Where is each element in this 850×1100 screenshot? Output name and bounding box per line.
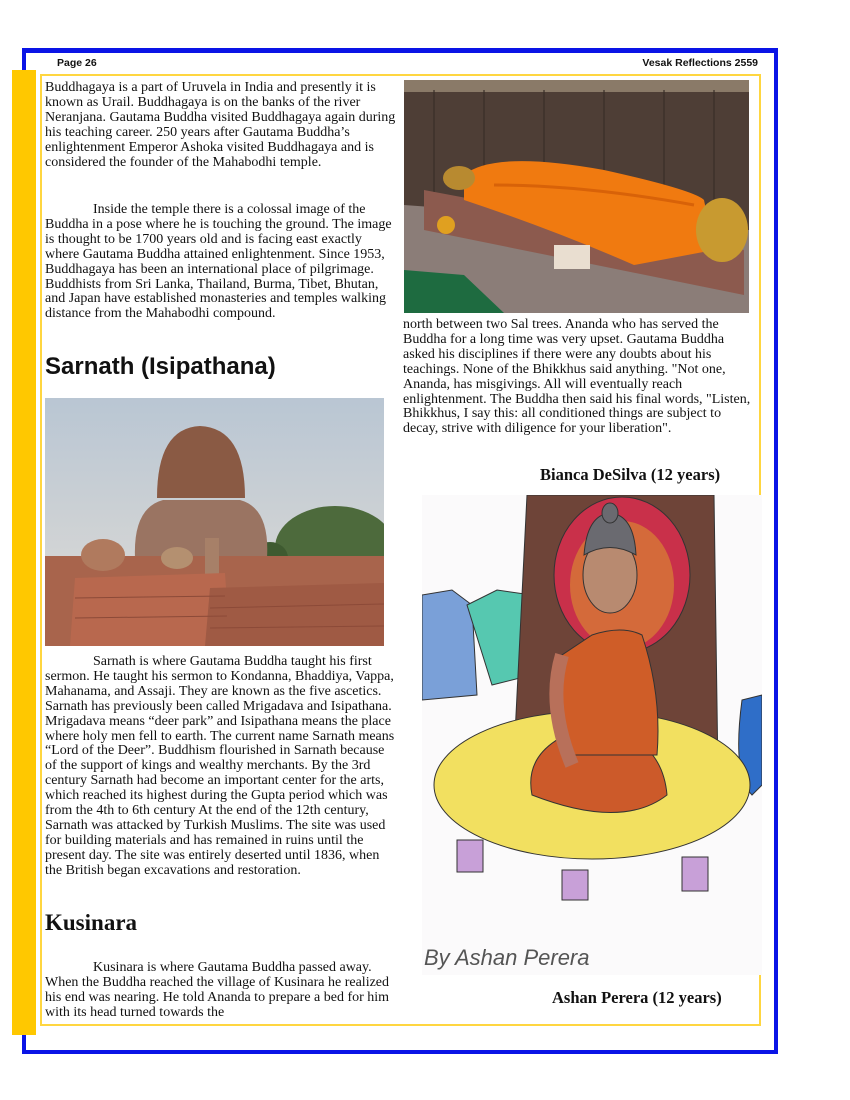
reclining-buddha-illustration [404, 80, 749, 313]
page-number: Page 26 [57, 57, 97, 69]
sarnath-stupa-photo [45, 398, 384, 646]
stupa-illustration [45, 398, 384, 646]
kusinara-paragraph [45, 961, 397, 1021]
drawing-signature: By Ashan Perera [424, 945, 590, 970]
accent-side-bar [12, 70, 36, 1035]
reclining-buddha-photo [404, 80, 749, 313]
sarnath-paragraph-text: Sarnath is where Gautama Buddha taught his first sermon. He taught his sermon to Kondanna, Bhaddiya, Vappa, Mahanama, and Assaji. They are known as the five ascetics. Sarnath has previously been called Mrigadava and Isipathana. Mrigadava means “deer park” and Isipathana means the place where holy men fell to earth. The current name Sarnath means “Lord of the Deer”. Buddhism flourished in Sarnath because of the support of kings and wealthy merchants. By the 3rd century Sarnath had become an important center for the arts, which reached its highest during the Gupta period which was from the 4th to 6th century At the end of the 12th century, Sarnath was attacked by Turkish Muslims. The site was used for building materials and has remained in ruins until the present day. The site was entirely deserted until 1836, when the British began excavations and restoration. [45, 654, 395, 878]
meditating-buddha-drawing [422, 495, 762, 975]
sarnath-paragraph [45, 655, 397, 879]
author-caption-bianca: Bianca DeSilva (12 years) [540, 465, 721, 484]
buddha-drawing [422, 495, 762, 975]
kusinara-paragraph-text: Kusinara is where Gautama Buddha passed away. When the Buddha reached the village of Kusinara he realized his end was nearing. He told Ananda to prepare a bed for him with its head turned towards the [45, 960, 390, 1020]
buddhagaya-paragraph-2-text: Inside the temple there is a colossal image of the Buddha in a pose where he is touching the ground. The image is thought to be 1700 years old and is facing east exactly where Gautama Buddha attained enlightenment. Since 1953, Buddhagaya has been an international place of pilgrimage. Buddhists from Sri Lanka, Thailand, Burma, Tibet, Bhutan, and Japan have established monasteries and temples walking distance from the Mahabodhi compound. [45, 202, 392, 322]
author-caption-ashan: Ashan Perera (12 years) [552, 988, 722, 1007]
kusinara-heading: Kusinara [45, 910, 138, 935]
sarnath-heading: Sarnath (Isipathana) [45, 353, 276, 380]
buddhagaya-paragraph-1: Buddhagaya is a part of Uruvela in India and presently it is known as Urail. Buddhagaya is on the banks of the river Neranjana. Gautama Buddha visited Buddhagaya again during his teaching career. 250 years after Gautama Buddha’s enlightenment Emperor Ashoka visited Buddhagaya and is considered the founder of the Mahabodhi temple. [45, 80, 396, 170]
kusinara-continued-paragraph: north between two Sal trees. Ananda who has served the Buddha for a long time was very upset. Gautama Buddha asked his disciplines if there were any doubts about his teachings. None of the Bhikkhus said anything. "Not one, Ananda, has misgivings. All will eventually reach enlightenment. The Buddha then said his final words, "Listen, Bhikkhus, I say this: all conditioned things are subject to decay, strive with diligence for your liberation". [403, 317, 751, 437]
publication-title: Vesak Reflections 2559 [642, 57, 758, 69]
buddhagaya-paragraph-2 [45, 203, 397, 322]
